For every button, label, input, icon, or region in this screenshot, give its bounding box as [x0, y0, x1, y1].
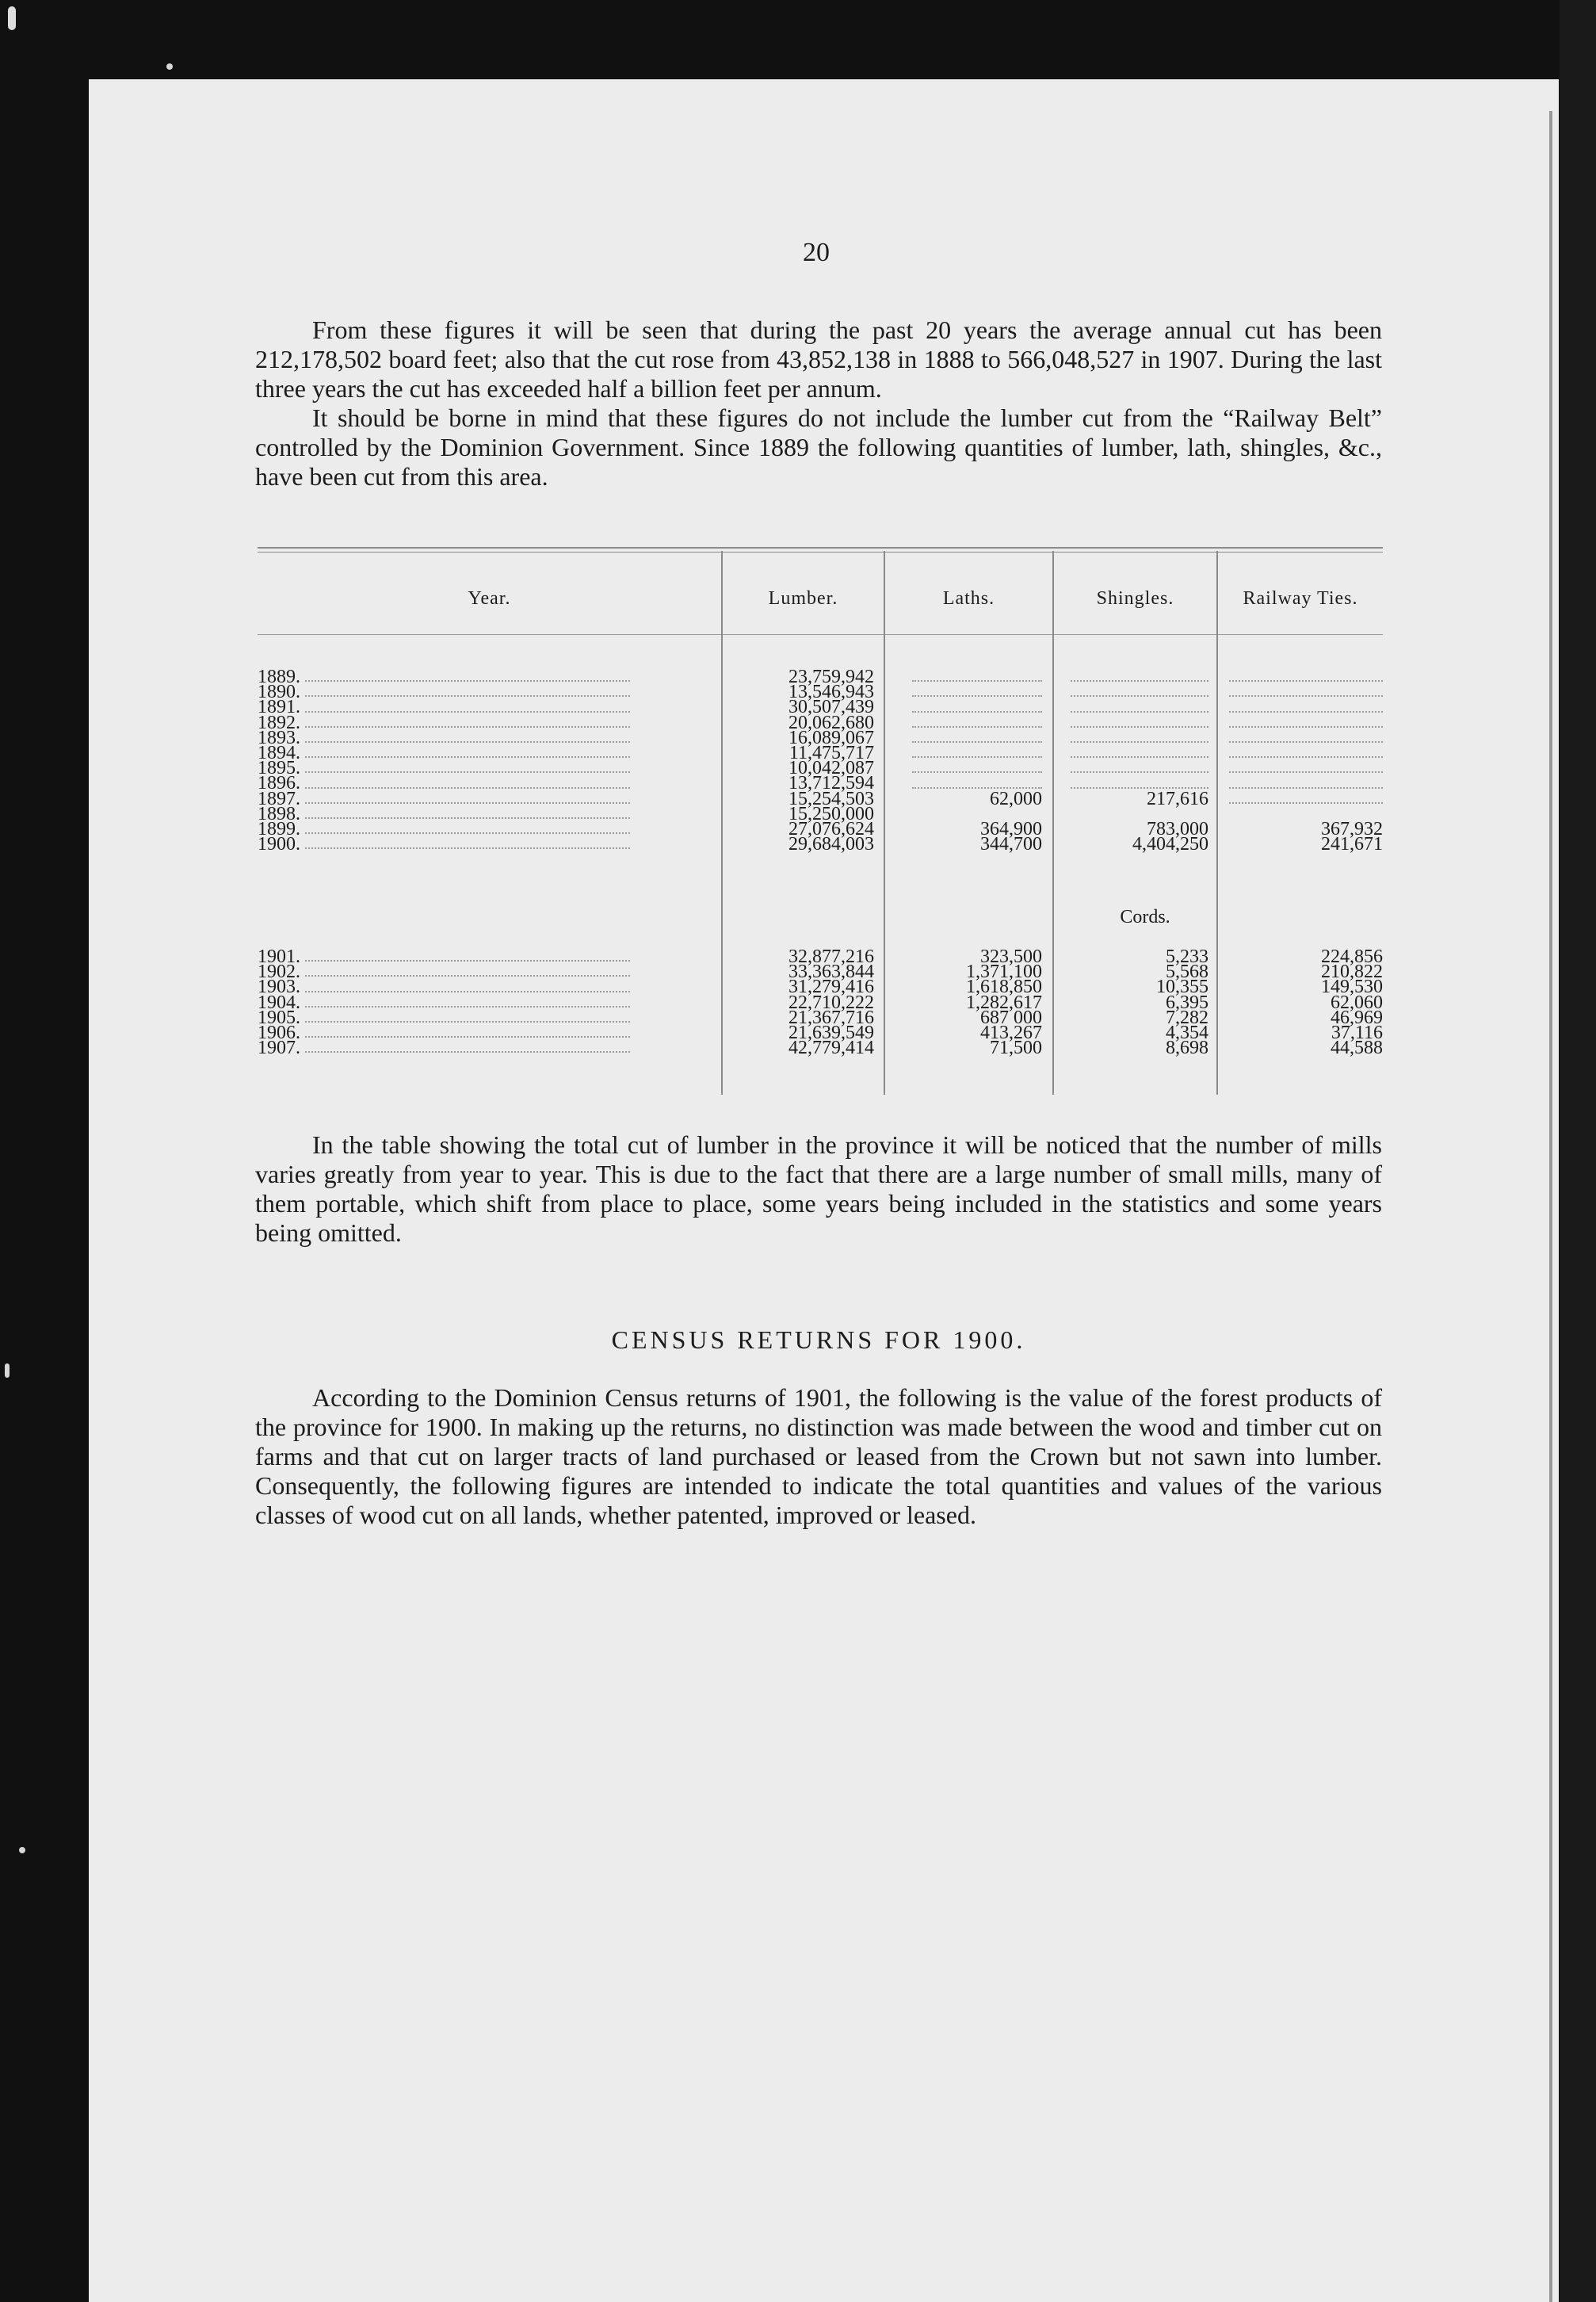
table-cell: [907, 761, 1042, 776]
table-cell: [1066, 700, 1208, 715]
table-row: 1898.: [258, 807, 630, 822]
table-cell: 29,684,003: [788, 834, 874, 855]
table-row: 1905.: [258, 1011, 630, 1026]
table-cell: [907, 670, 1042, 685]
table-cell: 217,616: [1147, 788, 1208, 809]
table-cell: 15,254,503: [788, 788, 874, 809]
column-divider: [1052, 551, 1054, 1095]
scan-speck: [8, 6, 16, 30]
shingles-column-group2: [1066, 946, 1208, 1059]
table-row: 1907.: [258, 1041, 630, 1056]
table-cell: 364,900: [980, 818, 1042, 839]
header-laths: Laths.: [942, 588, 995, 609]
table-cell: 22,710,222: [788, 992, 874, 1013]
laths-column-group1: [907, 670, 1042, 855]
table-cell: [1224, 716, 1383, 731]
header-year: Year.: [468, 588, 511, 609]
table-cell: [907, 700, 1042, 715]
table-cell: [1224, 761, 1383, 776]
header-railway-ties: Railway Ties.: [1243, 588, 1358, 609]
table-cell: [907, 685, 1042, 700]
table-cell: 37,116: [1331, 1022, 1383, 1043]
table-row: 1902.: [258, 965, 630, 980]
table-cell: 687 000: [980, 1007, 1042, 1028]
table-cell: [1224, 731, 1383, 746]
paragraph-average-cut: From these figures it will be seen that during the past 20 years the average annual cut has been 212,178,502 board feet; also that the cut rose from 43,852,138 in 1888 to 566,048,527 in 1907. During the last three years the cut has exceeded half a billion feet per annum.: [255, 315, 1382, 403]
table-cell: [1066, 746, 1208, 761]
table-cell: 13,712,594: [788, 773, 874, 794]
page-number: 20: [803, 238, 830, 267]
table-cell: 6,395: [1166, 992, 1208, 1013]
table-cell: [1066, 731, 1208, 746]
page-edge: [1549, 111, 1552, 2302]
table-row: 1901.: [258, 950, 630, 965]
table-top-rule: [258, 547, 1383, 549]
lumber-column-group1: [733, 667, 874, 855]
table-cell: [1224, 670, 1383, 685]
table-row: 1899.: [258, 822, 630, 837]
column-divider: [1216, 551, 1218, 1095]
table-cell: 10,355: [1156, 977, 1208, 998]
table-cell: [1224, 700, 1383, 715]
table-row: 1896.: [258, 776, 630, 791]
table-row: 1892.: [258, 716, 630, 731]
table-cell: 323,500: [980, 946, 1042, 967]
table-top-rule-inner: [258, 552, 1383, 553]
table-cell: 1,282,617: [966, 992, 1042, 1013]
table-cell: 7,282: [1166, 1007, 1208, 1028]
census-text: [255, 1383, 1382, 1530]
table-cell: [1066, 685, 1208, 700]
section-heading: CENSUS RETURNS FOR 1900.: [611, 1325, 1026, 1354]
lumber-column-group2: [733, 946, 874, 1059]
table-cell: 27,076,624: [788, 818, 874, 839]
table-cell: 23,759,942: [788, 667, 874, 687]
table-cell: [1224, 685, 1383, 700]
scan-speck: [5, 1363, 10, 1378]
table-cell: 32,877,216: [788, 946, 874, 967]
table-cell: 5,233: [1166, 946, 1208, 967]
table-cell: 71,500: [990, 1038, 1042, 1059]
scan-speck: [166, 63, 173, 70]
table-cell: 8,698: [1166, 1038, 1208, 1059]
table-cell: [1224, 792, 1383, 807]
table-cell: 4,404,250: [1132, 834, 1208, 855]
header-lumber: Lumber.: [768, 588, 838, 609]
table-cell: 21,367,716: [788, 1007, 874, 1028]
mills-text: [255, 1130, 1382, 1248]
table-cell: 21,639,549: [788, 1022, 874, 1043]
table-cell: 10,042,087: [788, 758, 874, 779]
table-cell: 33,363,844: [788, 962, 874, 983]
table-cell: 46,969: [1331, 1007, 1383, 1028]
ties-column-group1: [1224, 670, 1383, 855]
table-cell: 20,062,680: [788, 712, 874, 733]
table-cell: 344,700: [980, 834, 1042, 855]
table-row: 1894.: [258, 746, 630, 761]
table-row: 1895.: [258, 761, 630, 776]
paragraph-mills: In the table showing the total cut of lumber in the province it will be noticed that the number of mills varies greatly from year to year. This is due to the fact that there are a large number of small mills, many of them portable, which shift from place to place, some years being included in the statistics and some years being omitted.: [255, 1130, 1382, 1247]
header-shingles: Shingles.: [1096, 588, 1174, 609]
column-divider: [884, 551, 885, 1095]
table-row: 1889.: [258, 670, 630, 685]
column-divider: [721, 551, 723, 1095]
table-row: 1893.: [258, 731, 630, 746]
table-row: 1900.: [258, 837, 630, 852]
table-row: 1897.: [258, 792, 630, 807]
table-cell: [1224, 746, 1383, 761]
table-cell: 367,932: [1321, 818, 1383, 839]
table-cell: 44,588: [1331, 1038, 1383, 1059]
scan-border: [1560, 0, 1596, 2302]
ties-column-group2: [1224, 946, 1383, 1059]
table-cell: 149,530: [1321, 977, 1383, 998]
table-cell: [907, 746, 1042, 761]
table-cell: 241,671: [1321, 834, 1383, 855]
table-cell: 30,507,439: [788, 697, 874, 718]
years-column-group2: [258, 950, 630, 1056]
table-cell: 1,618,850: [966, 977, 1042, 998]
table-row: 1891.: [258, 700, 630, 715]
table-cell: 16,089,067: [788, 727, 874, 748]
table-cell: 11,475,717: [788, 742, 874, 763]
table-header-rule: [258, 634, 1383, 635]
table-row: 1890.: [258, 685, 630, 700]
table-cell: 31,279,416: [788, 977, 874, 998]
table-cell: [1066, 761, 1208, 776]
shingles-column-group1: [1066, 670, 1208, 855]
table-cell: 1,371,100: [966, 962, 1042, 983]
paragraph-railway-belt: It should be borne in mind that these figures do not include the lumber cut from the “Railway Belt” controlled by the Dominion Government. Since 1889 the following quantities of lumber, lath, shingles, &c., have been cut from this area.: [255, 403, 1382, 491]
scan-speck: [19, 1847, 25, 1853]
table-cell: 210,822: [1321, 962, 1383, 983]
table-row: 1906.: [258, 1026, 630, 1041]
table-cell: 15,250,000: [788, 803, 874, 824]
table-cell: [907, 731, 1042, 746]
table-cell: 5,568: [1166, 962, 1208, 983]
intro-text: [255, 315, 1382, 491]
table-cell: [1066, 716, 1208, 731]
table-cell: [1066, 670, 1208, 685]
table-row: 1904.: [258, 996, 630, 1011]
laths-column-group2: [907, 946, 1042, 1059]
table-cell: 4,354: [1166, 1022, 1208, 1043]
table-cell: 13,546,943: [788, 682, 874, 703]
table-cell: 224,856: [1321, 946, 1383, 967]
paragraph-census: According to the Dominion Census returns of 1901, the following is the value of the forest products of the province for 1900. In making up the returns, no distinction was made between the wood and timber cut on farms and that cut on larger tracts of land purchased or leased from the Crown but not sawn into lumber. Consequently, the following figures are intended to indicate the total quantities and values of the various classes of wood cut on all lands, whether patented, improved or leased.: [255, 1383, 1382, 1529]
table-cell: 62,000: [990, 788, 1042, 809]
table-row: 1903.: [258, 980, 630, 995]
table-cell: [1224, 776, 1383, 791]
table-cell: 413,267: [980, 1022, 1042, 1043]
table-cell: 62,060: [1331, 992, 1383, 1013]
table-cell: 783,000: [1147, 818, 1208, 839]
table-cell: 42,779,414: [788, 1038, 874, 1059]
table-cell: [907, 716, 1042, 731]
years-column-group1: [258, 670, 630, 852]
cords-label: Cords.: [1120, 907, 1170, 927]
